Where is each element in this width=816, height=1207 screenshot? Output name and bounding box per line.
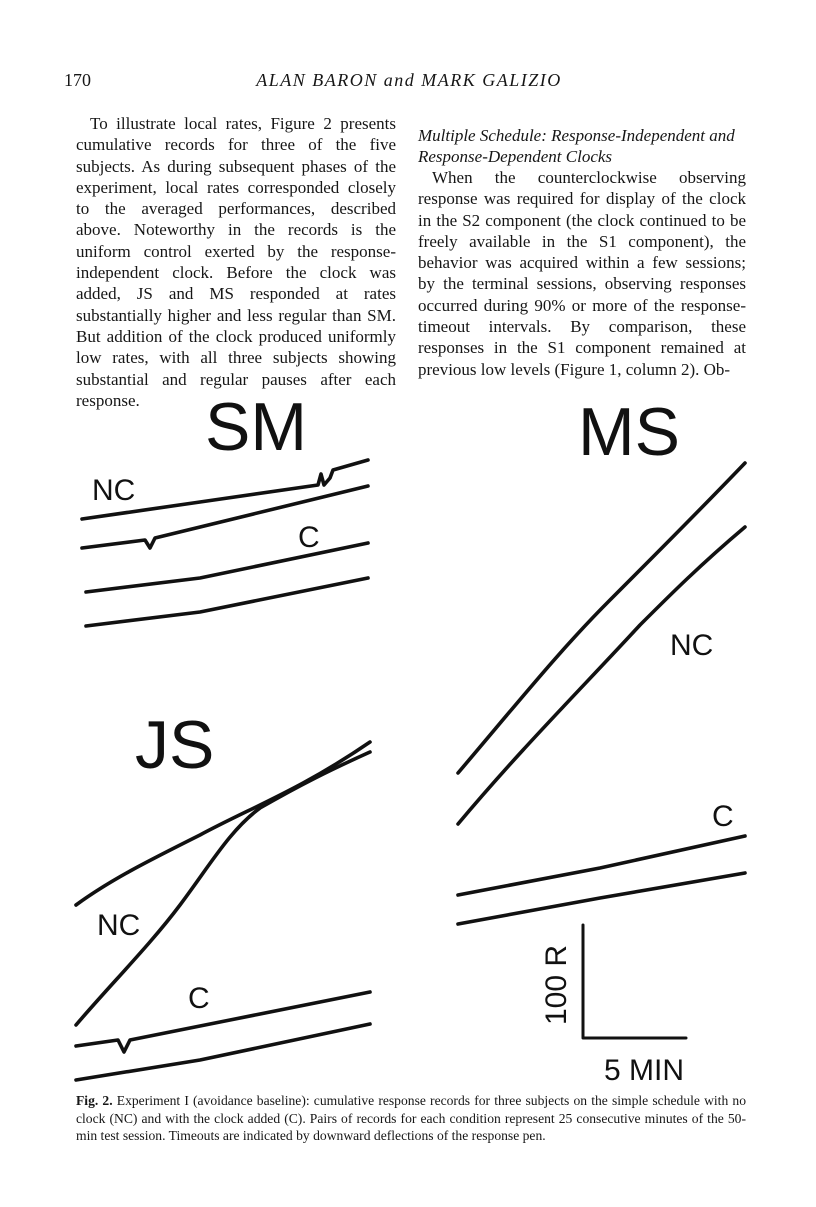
caption-text: Experiment I (avoidance baseline): cumulative response records for three subjects on the simple schedule with no clock (NC) and with the clock added (C). Pairs of records for each condition represent 25 consecutive minutes of the 50-min test session. Timeouts are indicated by downward deflections of the response pen.	[76, 1093, 746, 1143]
ms-c-label: C	[712, 800, 734, 833]
right-column	[418, 113, 746, 380]
ms-subject-label: MS	[578, 394, 680, 470]
sm-c-label: C	[298, 521, 320, 554]
js-subject-label: JS	[135, 707, 215, 783]
section-title: Multiple Schedule: Response-Independent and Response-Dependent Clocks	[418, 126, 735, 166]
page-number: 170	[64, 70, 91, 90]
sm-subject-label: SM	[205, 389, 307, 465]
right-paragraph: When the counterclockwise observing response was required for display of the clock in the S2 component (the clock continued to be freely available in the S1 component), the behavior was acquired within a few sessions; by the terminal sessions, observing responses occurred during 90% or more of the response-timeout intervals. By comparison, these responses in the S1 component remained at previous low levels (Figure 1, column 2). Ob-	[418, 168, 746, 379]
ms-nc-record-2	[458, 527, 745, 824]
js-nc-record-2	[76, 752, 370, 1025]
left-column	[76, 113, 396, 411]
ms-c-record-1	[458, 836, 745, 895]
js-c-record-1	[76, 992, 370, 1052]
js-c-label: C	[188, 982, 210, 1015]
js-nc-label: NC	[97, 909, 141, 942]
page-header	[64, 70, 754, 94]
scale-vertical-label: 100 R	[540, 944, 573, 1025]
scale-bar	[583, 925, 686, 1038]
ms-nc-label: NC	[670, 629, 714, 662]
sm-c-record-1	[86, 543, 368, 592]
ms-nc-record-1	[458, 463, 745, 773]
js-nc-record-1	[76, 742, 370, 905]
scale-horizontal-label: 5 MIN	[604, 1054, 685, 1087]
caption-label: Fig. 2.	[76, 1093, 113, 1108]
figure-caption	[76, 1092, 746, 1145]
left-paragraph: To illustrate local rates, Figure 2 presents cumulative records for three of the five subjects. As during subsequent phases of the experiment, local rates corresponded closely to the averaged performances, described above. Noteworthy in the records is the uniform control exerted by the response-independent clock. Before the clock was added, JS and MS responded at rates substantially higher and less regular than SM. But addition of the clock produced uniformly low rates, with all three subjects showing substantial and regular pauses after each response.	[76, 114, 396, 410]
running-head: ALAN BARON and MARK GALIZIO	[256, 70, 562, 90]
sm-nc-label: NC	[92, 474, 136, 507]
ms-c-record-2	[458, 873, 745, 924]
js-c-record-2	[76, 1024, 370, 1080]
cumulative-records-figure	[0, 380, 816, 1090]
